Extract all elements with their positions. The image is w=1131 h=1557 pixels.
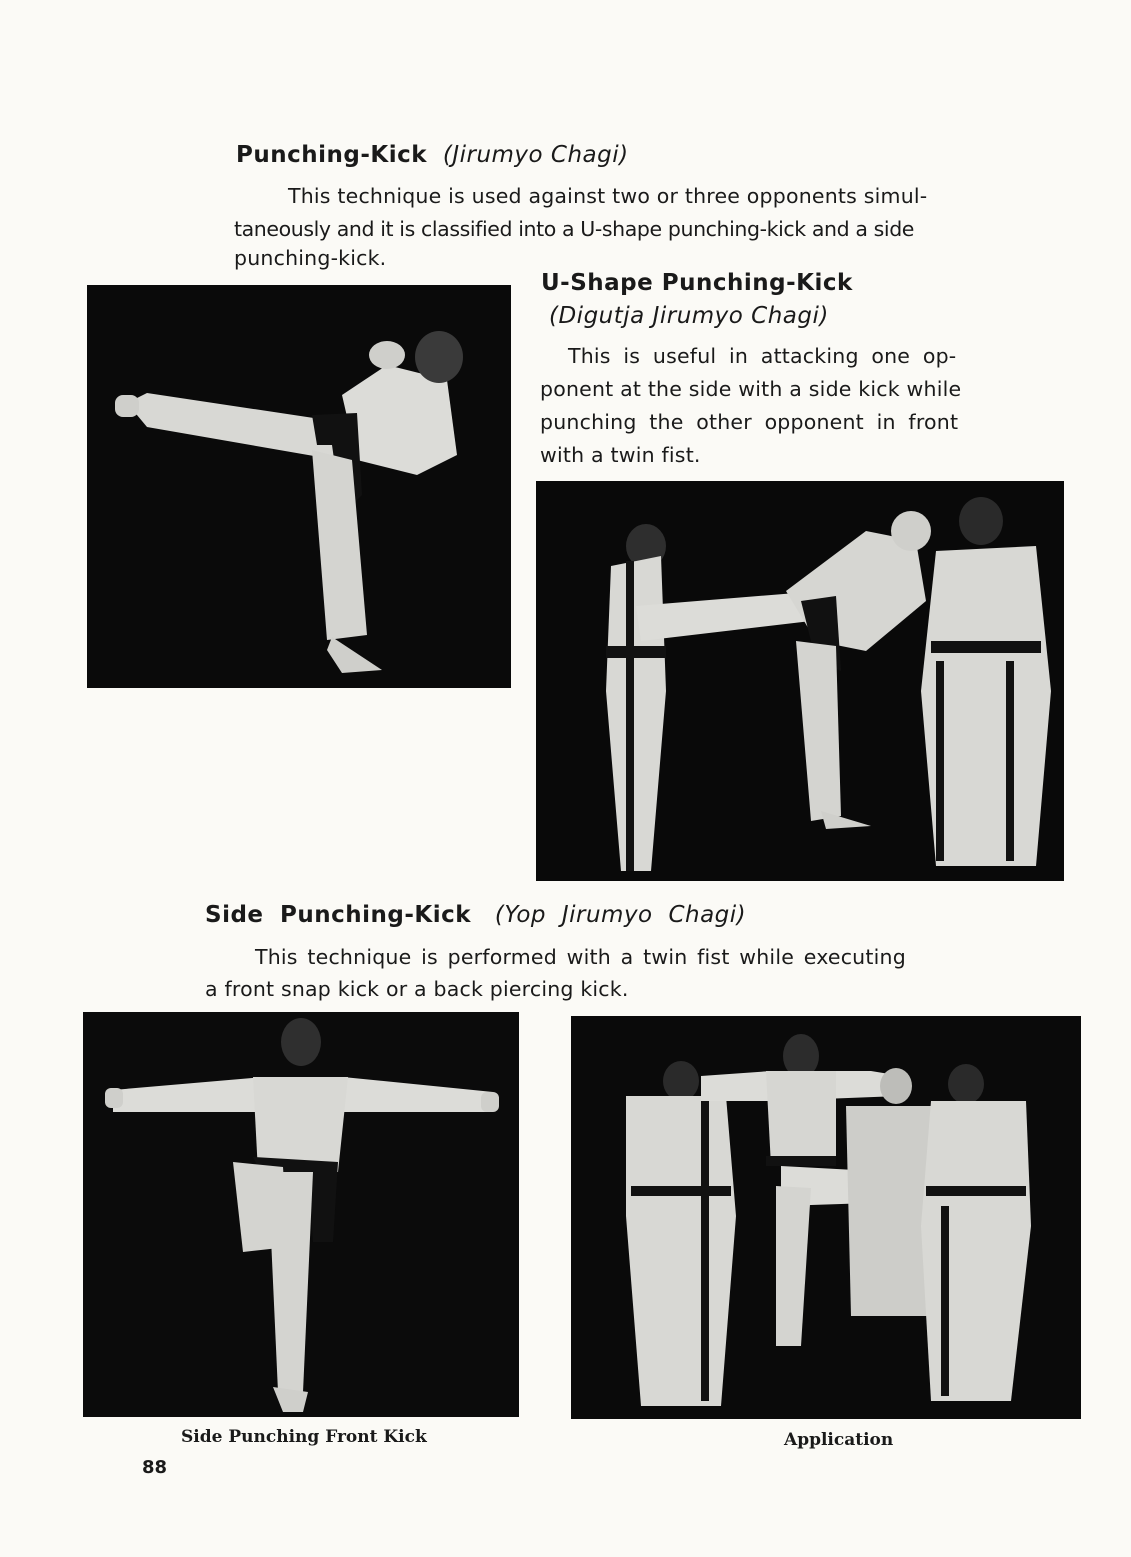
para-line: This technique is used against two or three opponents simul- (288, 184, 928, 208)
para-line: a front snap kick or a back piercing kick. (205, 977, 629, 1001)
title-italic: (Yop Jirumyo Chagi) (494, 902, 747, 928)
para-line: punching-kick. (234, 246, 387, 270)
para-line: This is useful in attacking one op- (568, 344, 957, 368)
caption-application: Application (784, 1430, 894, 1450)
section2-title-italic (549, 303, 829, 329)
title-italic: (Digutja Jirumyo Chagi) (549, 303, 829, 329)
section1-paragraph (234, 180, 1034, 275)
photo-side-kick (87, 285, 511, 688)
photo-application (571, 1016, 1081, 1419)
para-line: ponent at the side with a side kick while (540, 377, 962, 401)
para-line: taneously and it is classified into a U-shape punching-kick and a side (234, 217, 915, 241)
photo-u-shape-punching-kick (536, 481, 1064, 881)
title-text: U-Shape Punching-Kick (541, 270, 853, 296)
section-title-side-punching-kick (205, 902, 746, 928)
photo-side-punching-front-kick (83, 1012, 519, 1417)
para-line: with a twin fist. (540, 443, 701, 467)
section3-paragraph (205, 941, 1005, 1005)
section2-paragraph (540, 340, 1020, 472)
caption-side-punching-front-kick: Side Punching Front Kick (181, 1427, 427, 1447)
page-number: 88 (142, 1457, 168, 1478)
para-line: This technique is performed with a twin fist while executing (255, 945, 906, 969)
para-line: punching the other opponent in front (540, 410, 959, 434)
title-text: Side Punching-Kick (205, 902, 472, 928)
section-title-u-shape-punching-kick (541, 270, 853, 296)
title-text: Punching-Kick (236, 142, 428, 168)
section-title-punching-kick (236, 142, 629, 168)
title-italic: (Jirumyo Chagi) (442, 142, 629, 168)
